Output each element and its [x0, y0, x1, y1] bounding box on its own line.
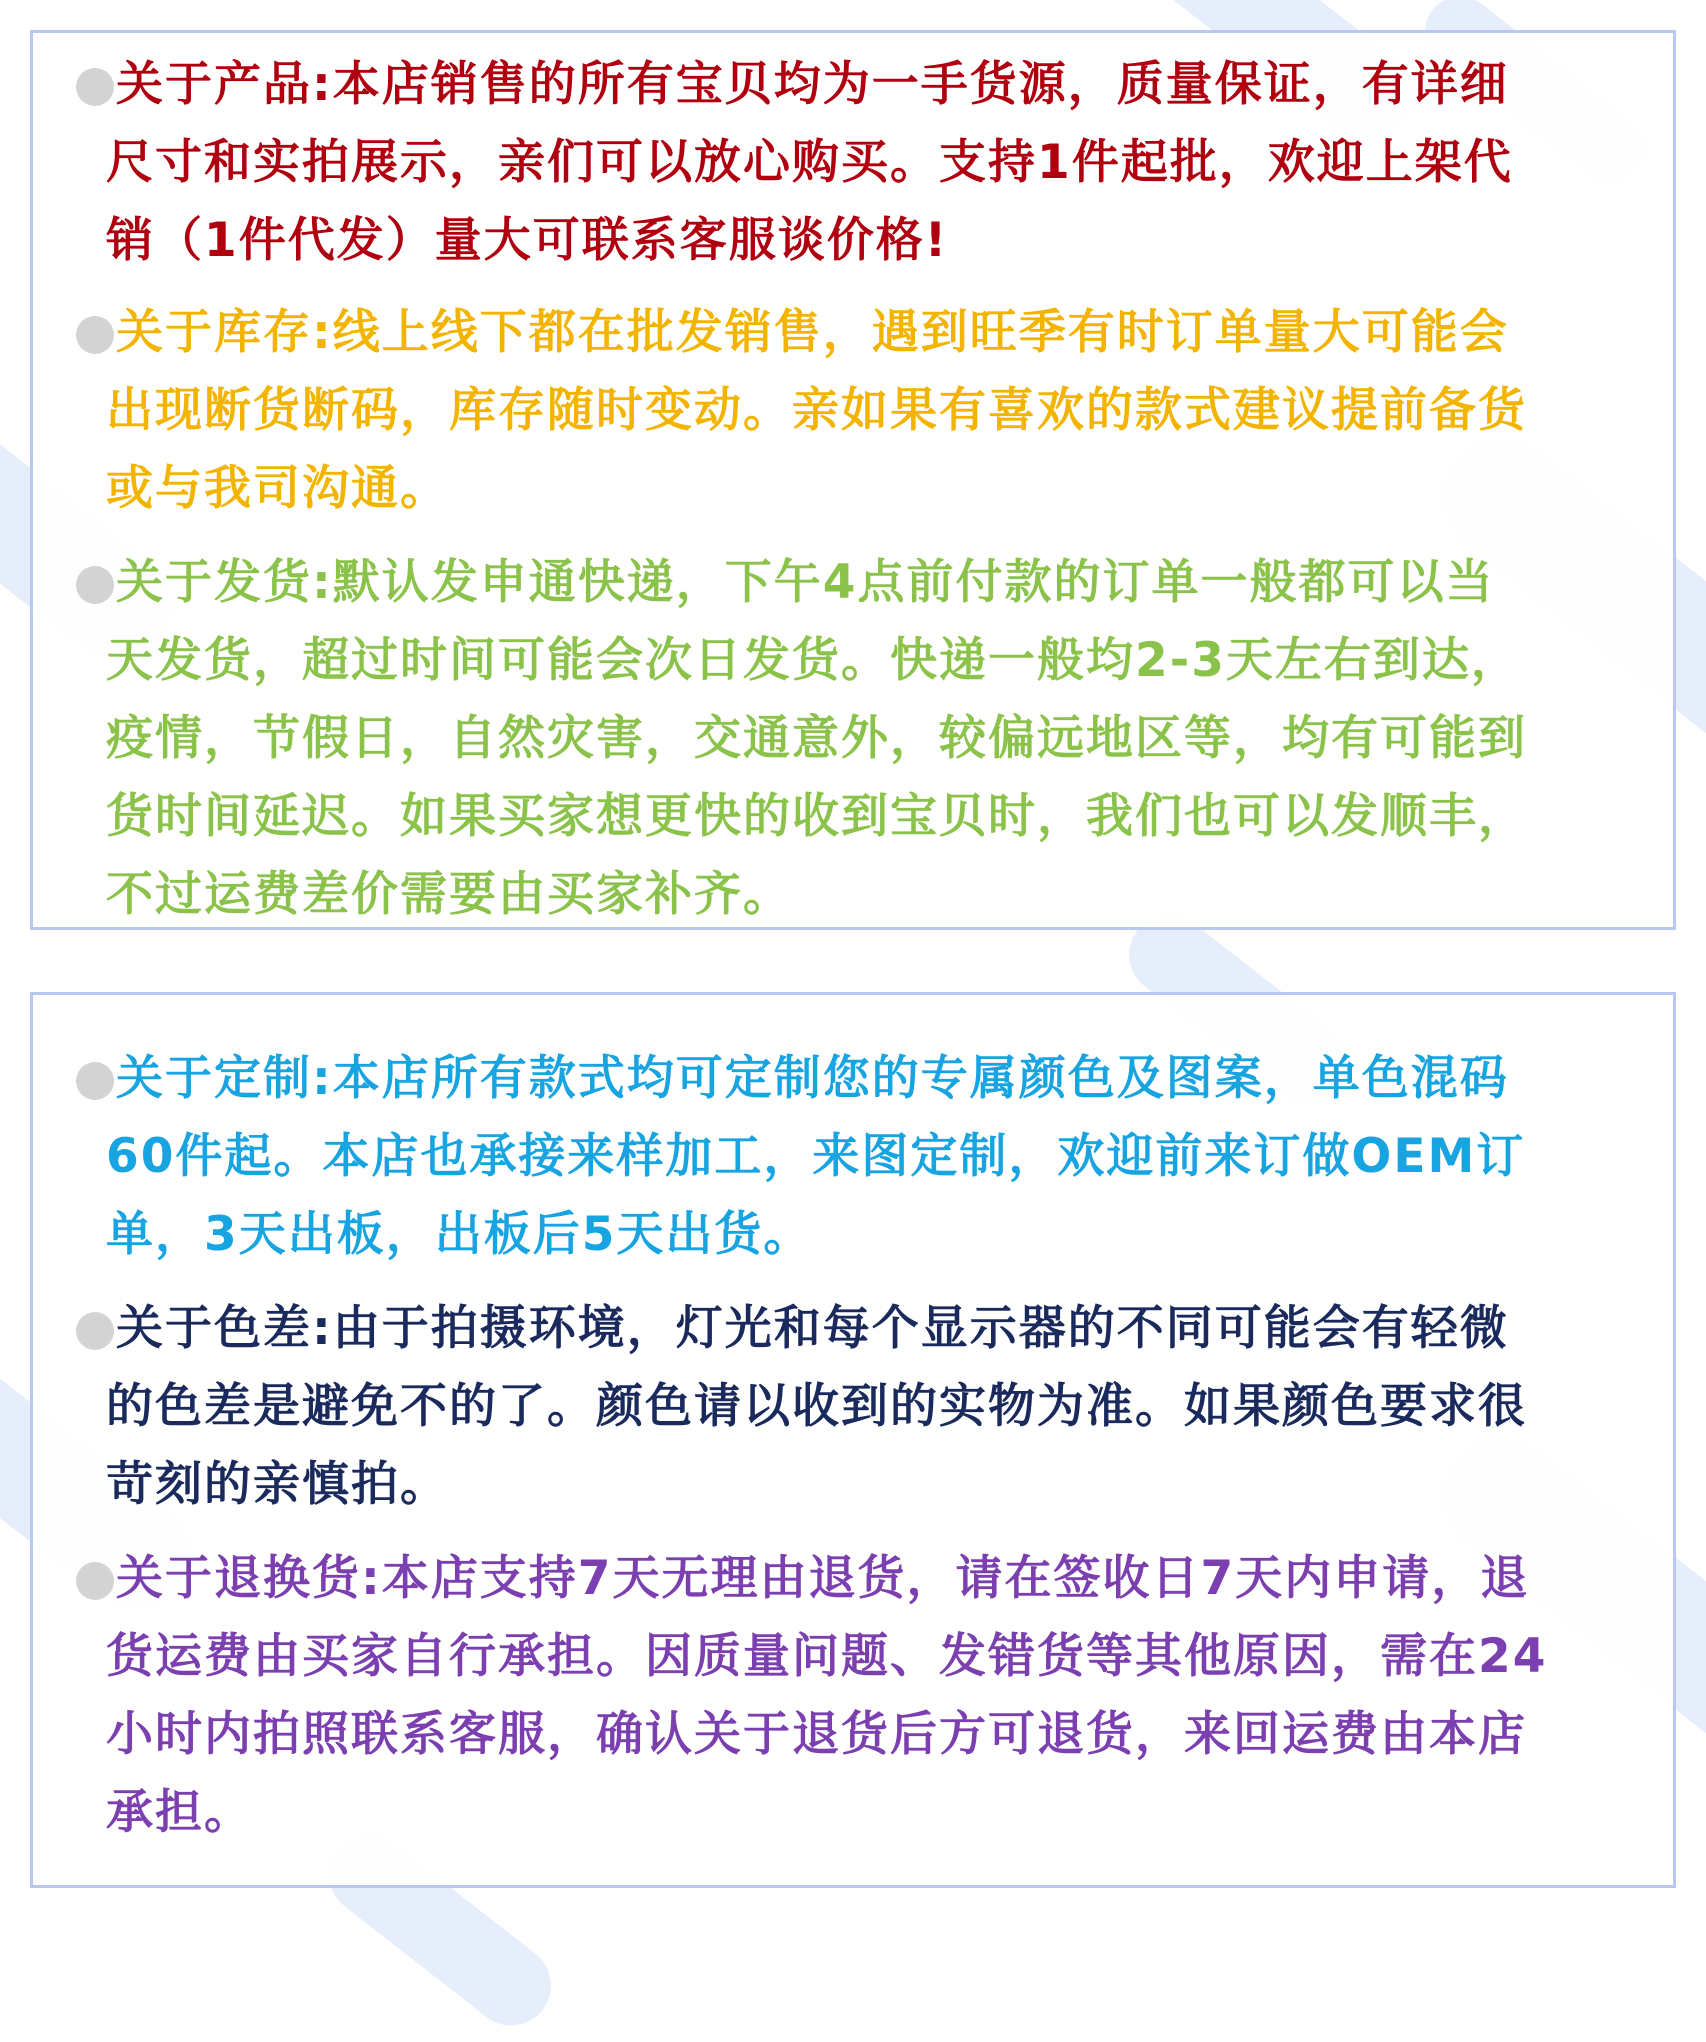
bullet-icon — [76, 316, 114, 354]
section-line: 不过运费差价需要由买家补齐。 — [106, 867, 792, 922]
bullet-icon — [76, 1062, 114, 1100]
bullet-icon — [76, 1312, 114, 1350]
section-returns — [76, 1540, 1636, 1852]
section-line: 关于库存:线上线下都在批发销售，遇到旺季有时订单量大可能会 — [116, 305, 1509, 360]
section-stock — [76, 294, 1636, 528]
section-line: 或与我司沟通。 — [106, 461, 449, 516]
section-product — [76, 46, 1636, 280]
section-line: 尺寸和实拍展示，亲们可以放心购买。支持1件起批，欢迎上架代 — [106, 135, 1513, 190]
section-line: 小时内拍照联系客服，确认关于退货后方可退货，来回运费由本店 — [106, 1707, 1527, 1762]
section-line: 关于定制:本店所有款式均可定制您的专属颜色及图案，单色混码 — [116, 1051, 1509, 1106]
section-shipping — [76, 544, 1636, 934]
section-line: 关于发货:默认发申通快递，下午4点前付款的订单一般都可以当 — [116, 555, 1495, 610]
section-heading: 关于库存: — [116, 305, 333, 360]
bullet-icon — [76, 68, 114, 106]
section-custom — [76, 1040, 1636, 1274]
section-line: 出现断货断码，库存随时变动。亲如果有喜欢的款式建议提前备货 — [106, 383, 1527, 438]
section-line: 关于色差:由于拍摄环境，灯光和每个显示器的不同可能会有轻微 — [116, 1301, 1509, 1356]
section-line: 单，3天出板，出板后5天出货。 — [106, 1207, 813, 1262]
section-line: 关于退换货:本店支持7天无理由退货，请在签收日7天内申请，退 — [116, 1551, 1530, 1606]
section-heading: 关于发货: — [116, 555, 333, 610]
section-line: 货时间延迟。如果买家想更快的收到宝贝时，我们也可以发顺丰， — [106, 789, 1527, 844]
section-line: 苛刻的亲慎拍。 — [106, 1457, 449, 1512]
bullet-icon — [76, 566, 114, 604]
section-line: 关于产品:本店销售的所有宝贝均为一手货源，质量保证，有详细 — [116, 57, 1509, 112]
section-heading: 关于退换货: — [116, 1551, 382, 1606]
section-line: 货运费由买家自行承担。因质量问题、发错货等其他原因，需在24 — [106, 1629, 1548, 1684]
section-line: 疫情，节假日，自然灾害，交通意外，较偏远地区等，均有可能到 — [106, 711, 1527, 766]
section-line: 销（1件代发）量大可联系客服谈价格! — [106, 213, 949, 268]
section-heading: 关于产品: — [116, 57, 333, 112]
section-color-difference — [76, 1290, 1636, 1524]
section-heading: 关于定制: — [116, 1051, 333, 1106]
section-line: 承担。 — [106, 1785, 253, 1840]
section-line: 天发货，超过时间可能会次日发货。快递一般均2-3天左右到达， — [106, 633, 1520, 688]
bullet-icon — [76, 1562, 114, 1600]
section-line: 的色差是避免不的了。颜色请以收到的实物为准。如果颜色要求很 — [106, 1379, 1527, 1434]
section-line: 60件起。本店也承接来样加工，来图定制，欢迎前来订做OEM订 — [106, 1129, 1526, 1184]
section-heading: 关于色差: — [116, 1301, 333, 1356]
